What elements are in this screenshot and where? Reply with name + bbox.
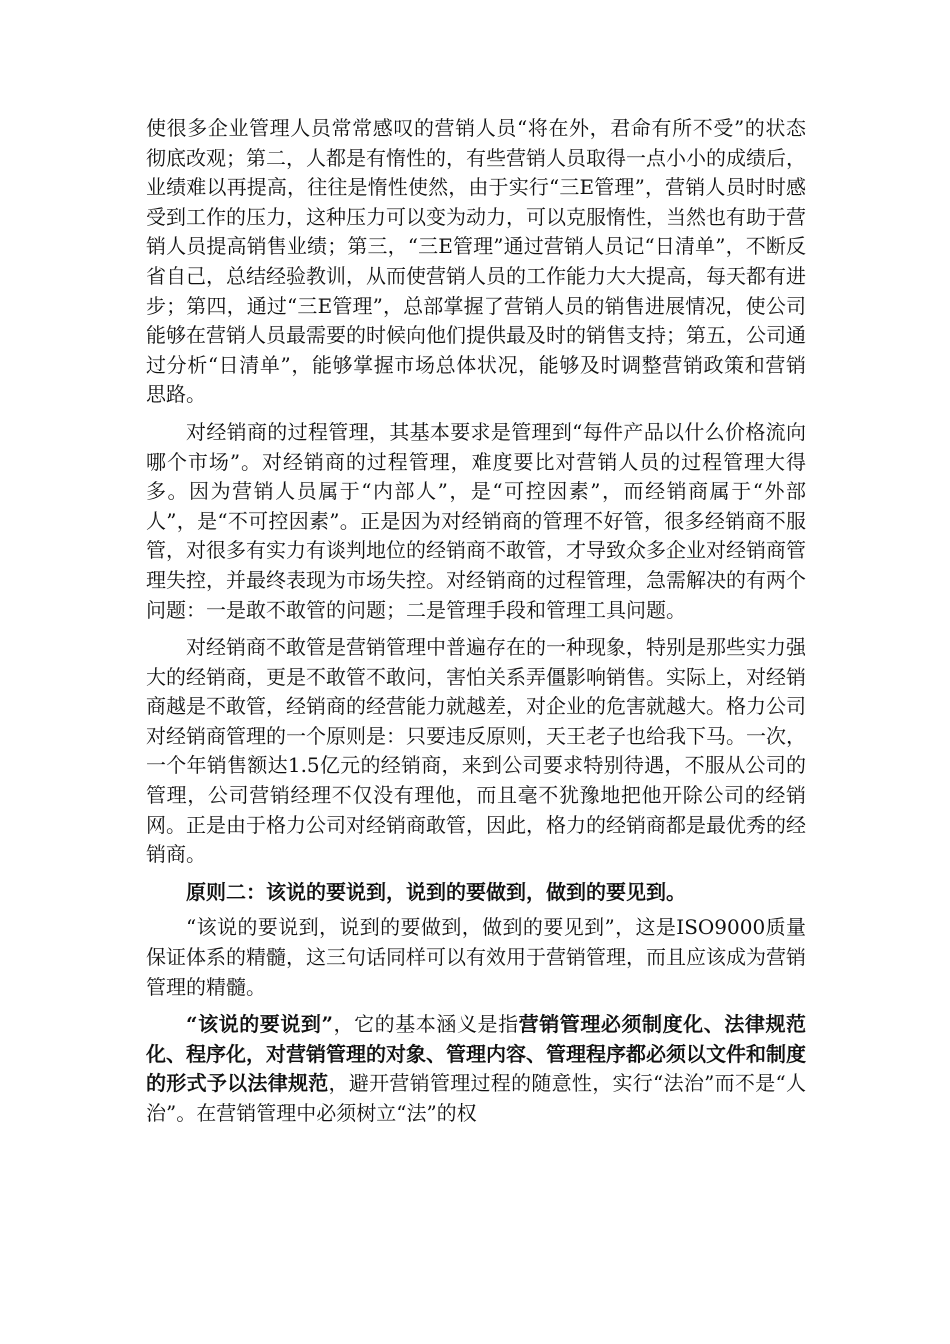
text-basic-meaning: ，它的基本涵义是指 [332, 1012, 519, 1037]
paragraph-continued: 使很多企业管理人员常常感叹的营销人员“将在外，君命有所不受”的状态彻底改观；第二，人都是有惰性的，有些营销人员取得一点小小的成绩后，业绩难以再提高，往往是惰性使然，由于实行“三E管理”，营销人员时时感受到工作的压力，这种压力可以变为动力，可以克服惰性，当然也有助于营销人员提高销售业绩；第三，“三E管理”通过营销人员记“日清单”，不断反省自己，总结经验教训，从而使营销人员的工作能力大大提高，每天都有进步；第四，通过“三E管理”，总部掌握了营销人员的销售进展情况，使公司能够在营销人员最需要的时候向他们提供最及时的销售支持；第五，公司通过分析“日清单”，能够掌握市场总体状况，能够及时调整营销政策和营销思路。 [146, 116, 806, 407]
paragraph-should-say [146, 1010, 806, 1128]
text-avoid-arbitrariness: ，避开营销管理过程的随意性，实行“法治”而不是“人治”。在营销管理中必须树立“法”的权 [146, 1071, 806, 1125]
paragraph-dare-to-manage: 对经销商不敢管是营销管理中普遍存在的一种现象，特别是那些实力强大的经销商，更是不敢管不敢问，害怕关系弄僵影响销售。实际上，对经销商越是不敢管，经销商的经营能力就越差，对企业的危害就越大。格力公司对经销商管理的一个原则是：只要违反原则，天王老子也给我下马。一次，一个年销售额达1.5亿元的经销商，来到公司要求特别待遇，不服从公司的管理，公司营销经理不仅没有理他，而且毫不犹豫地把他开除公司的经销网。正是由于格力公司对经销商敢管，因此，格力的经销商都是最优秀的经销商。 [146, 635, 806, 867]
emphasis-should-say: “该说的要说到” [186, 1012, 333, 1037]
emphasis-institutionalization: 营销管理必须制度化、法律规范化、程序化，对营销管理的对象、管理内容、管理程序都必须以文件和制度的形式予以法律规范 [146, 1012, 807, 1096]
paragraph-iso9000: “该说的要说到，说到的要做到，做到的要见到”，这是ISO9000质量保证体系的精髓，这三句话同样可以有效用于营销管理，而且应该成为营销管理的精髓。 [146, 915, 806, 999]
document-page [146, 114, 806, 1129]
paragraph-dealer-process-management: 对经销商的过程管理，其基本要求是管理到“每件产品以什么价格流向哪个市场”。对经销商的过程管理，难度要比对营销人员的过程管理大得多。因为营销人员属于“内部人”，是“可控因素”，而经销商属于“外部人”，是“不可控因素”。正是因为对经销商的管理不好管，很多经销商不服管，对很多有实力有谈判地位的经销商不敢管，才导致众多企业对经销商管理失控，并最终表现为市场失控。对经销商的过程管理，急需解决的有两个问题：一是敢不敢管的问题；二是管理手段和管理工具问题。 [146, 419, 806, 622]
section-heading-principle-two: 原则二：该说的要说到，说到的要做到，做到的要见到。 [186, 879, 686, 904]
